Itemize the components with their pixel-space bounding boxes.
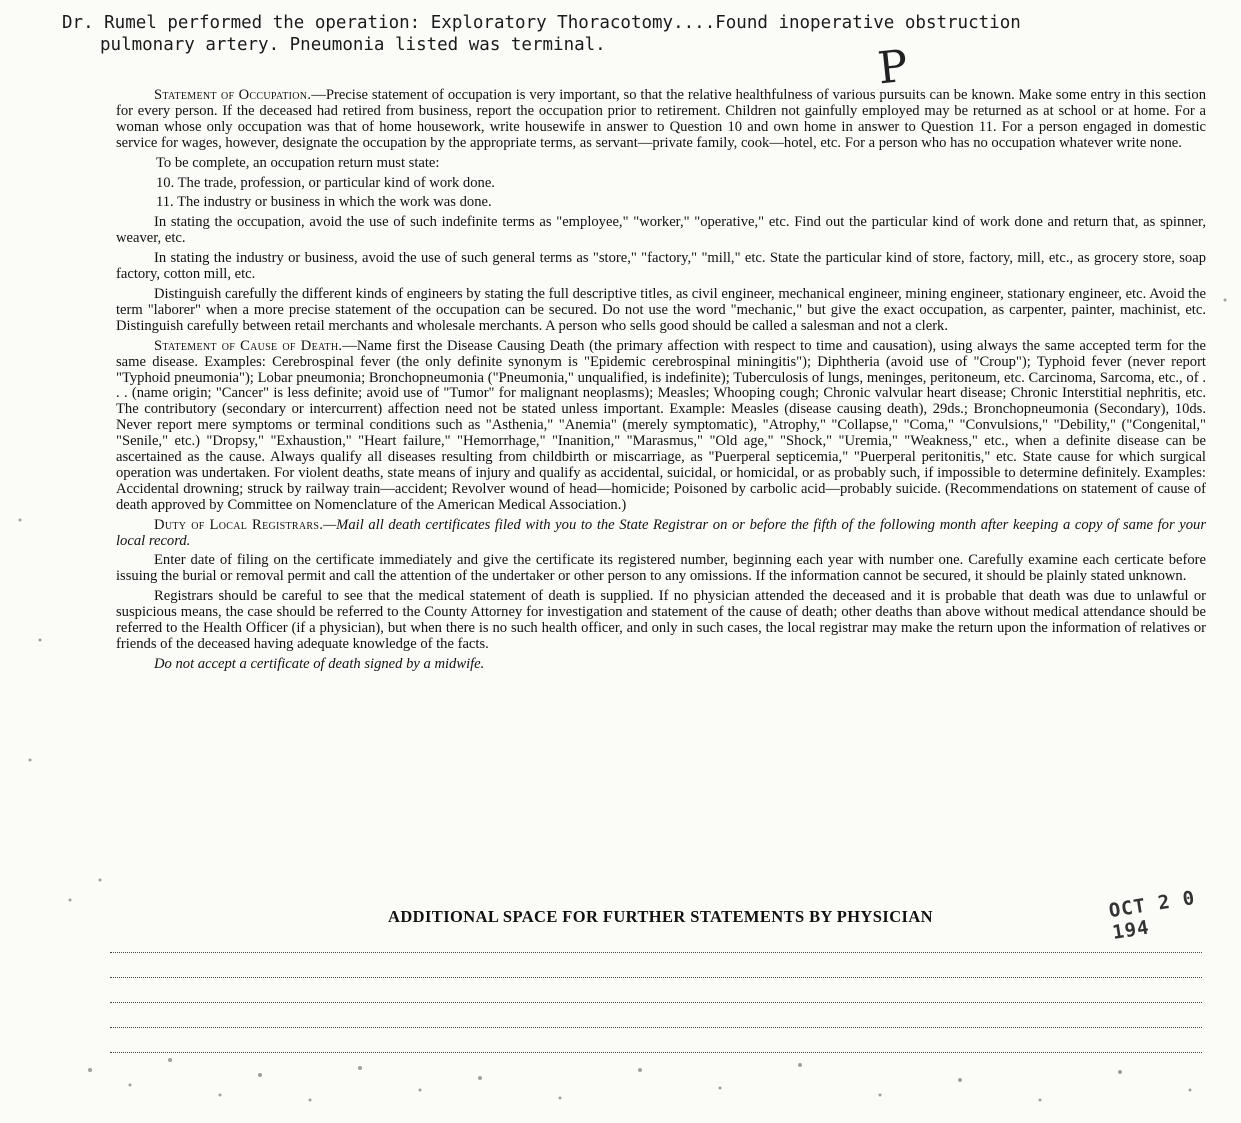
occupation-heading: Statement of Occupation.	[154, 87, 312, 103]
cause-heading: Statement of Cause of Death.	[154, 337, 343, 354]
occupation-complete: To be complete, an occupation return must state:	[156, 154, 440, 171]
cause-paragraph	[116, 339, 1206, 514]
registrars-medical-paragraph: Registrars should be careful to see that the medical statement of death is supplied. If no physician attended the deceased and it is probable that death was due to unlawful or suspicious means, the case should be referred to the County Attorney for investigation and statement of the cause of death; other deaths than above without medical attendance should be referred to the Health Officer (if a physician), but when there is no such health officer, and only in such cases, the local registrar may make the return upon the information of relatives or friends of the deceased having adequate knowledge of the facts.	[116, 588, 1206, 652]
registrars-midwife-paragraph: Do not accept a certificate of death signed by a midwife.	[154, 655, 485, 672]
occupation-text: —Precise statement of occupation is very important, so that the relative healthfulness of various pursuits can be known. Make some entry in this section for every person. If the deceased had retired from business, report the occupation prior to retirement. Children not gainfully employed may be returned as at school or at home. For a woman whose only occupation was that of home housework, write housewife in answer to Question 10 and own home in answer to Question 11. For a person engaged in domestic service for wages, however, designate the occupation by the appropriate terms, as servant—private family, cook—hotel, etc. For a person who has no occupation whatever write none.	[116, 87, 1206, 151]
cause-text: —Name first the Disease Causing Death (the primary affection with respect to time and causation), using always the same accepted term for the same disease. Examples: Cerebrospinal fever (the only definite synonym is "Epidemic cerebrospinal miningitis"); Diphtheria (avoid use of "Croup"); Typhoid fever (never report "Typhoid pneumonia"); Lobar pneumonia; Bronchopneumonia ("Pneumonia," unqualified, is indefinite); Tuberculosis of lungs, meninges, peritoneum, etc. Carcinoma, Sarcoma, etc., of . . . (name origin; "Cancer" is less definite; avoid use of "Tumor" for malignant neoplasms); Measles; Whooping cough; Chronic valvular heart disease; Chronic Interstitial nephritis, etc. The contributory (secondary or intercurrent) affection need not be stated unless important. Example: Measles (disease causing death), 29ds.; Bronchopneumonia (Secondary), 10ds. Never report mere symptoms or terminal conditions such as "Asthenia," "Anemia" (merely symptomatic), "Atrophy," "Collapse," "Coma," "Convulsions," "Debility," ("Congenital," "Senile," etc.) "Dropsy," "Exhaustion," "Heart failure," "Hemorrhage," "Inanition," "Marasmus," "Old age," "Shock," "Uremia," "Weakness," etc., when a definite disease can be ascertained as the cause. Always qualify all diseases resulting from childbirth or miscarriage, as "Puerperal septicemia," "Puerperal peritonitis," etc. State cause for which surgical operation was undertaken. For violent deaths, state means of injury and qualify as accidental, suicidal, or homicidal, or as probably such, if impossible to determine definitely. Examples: Accidental drowning; struck by railway train—accident; Revolver wound of head—homicide; Poisoned by carbolic acid—probably suicide. (Recommendations on statement of cause of death approved by Committee on Nomenclature of the American Medical Association.)	[116, 337, 1207, 513]
occupation-engineers-paragraph: Distinguish carefully the different kinds of engineers by stating the full descriptive titles, as civil engineer, mechanical engineer, mining engineer, stationary engineer, etc. Avoid the term "laborer" when a more precise statement of the occupation can be secured. Do not use the word "mechanic," but give the exact occupation, as carpenter, painter, machinist, etc. Distinguish carefully between retail merchants and wholesale merchants. A person who sells good should be called a salesman and not a clerk.	[116, 285, 1206, 334]
statement-line-5	[110, 1052, 1202, 1053]
statement-line-1	[110, 952, 1202, 953]
typed-note-line-2: pulmonary artery. Pneumonia listed was terminal.	[100, 35, 606, 55]
registrars-filing-paragraph: Enter date of filing on the certificate immediately and give the certificate its registered number, beginning each year with number one. Carefully examine each certicate before issuing the burial or removal permit and call the attention of the undertaker or other person to any omissions. If the information cannot be secured, it should be plainly stated unknown.	[116, 552, 1206, 585]
occupation-item-10: 10. The trade, profession, or particular kind of work done.	[156, 174, 495, 191]
registrars-paragraph	[116, 518, 1206, 550]
additional-space-heading: ADDITIONAL SPACE FOR FURTHER STATEMENTS BY PHYSICIAN	[388, 907, 933, 926]
registrars-heading: Duty of Local Registrars.	[154, 516, 324, 533]
instructions-body	[116, 88, 1206, 673]
occupation-terms-paragraph: In stating the occupation, avoid the use of such indefinite terms as "employee," "worker," "operative," etc. Find out the particular kind of work done and return that, as spinner, weaver, etc.	[116, 214, 1206, 247]
occupation-paragraph	[116, 88, 1206, 152]
handwritten-p-mark: P	[875, 40, 911, 95]
statement-line-3	[110, 1002, 1202, 1003]
occupation-industry-paragraph: In stating the industry or business, avoid the use of such general terms as "store," "factory," "mill," etc. State the particular kind of store, factory, mill, etc., as grocery store, soap factory, cotton mill, etc.	[116, 250, 1206, 283]
occupation-item-11: 11. The industry or business in which the work was done.	[156, 194, 492, 211]
registrars-mail-text: —Mail all death certificates filed with you to the State Registrar on or before the fifth of the following month after keeping a copy of same for your local record.	[116, 516, 1207, 549]
typed-note-line-1: Dr. Rumel performed the operation: Exploratory Thoracotomy....Found inoperative obstruction	[62, 13, 1021, 33]
statement-line-2	[110, 977, 1202, 978]
date-stamp: OCT 2 0 194	[1107, 886, 1197, 944]
statement-line-4	[110, 1027, 1202, 1028]
